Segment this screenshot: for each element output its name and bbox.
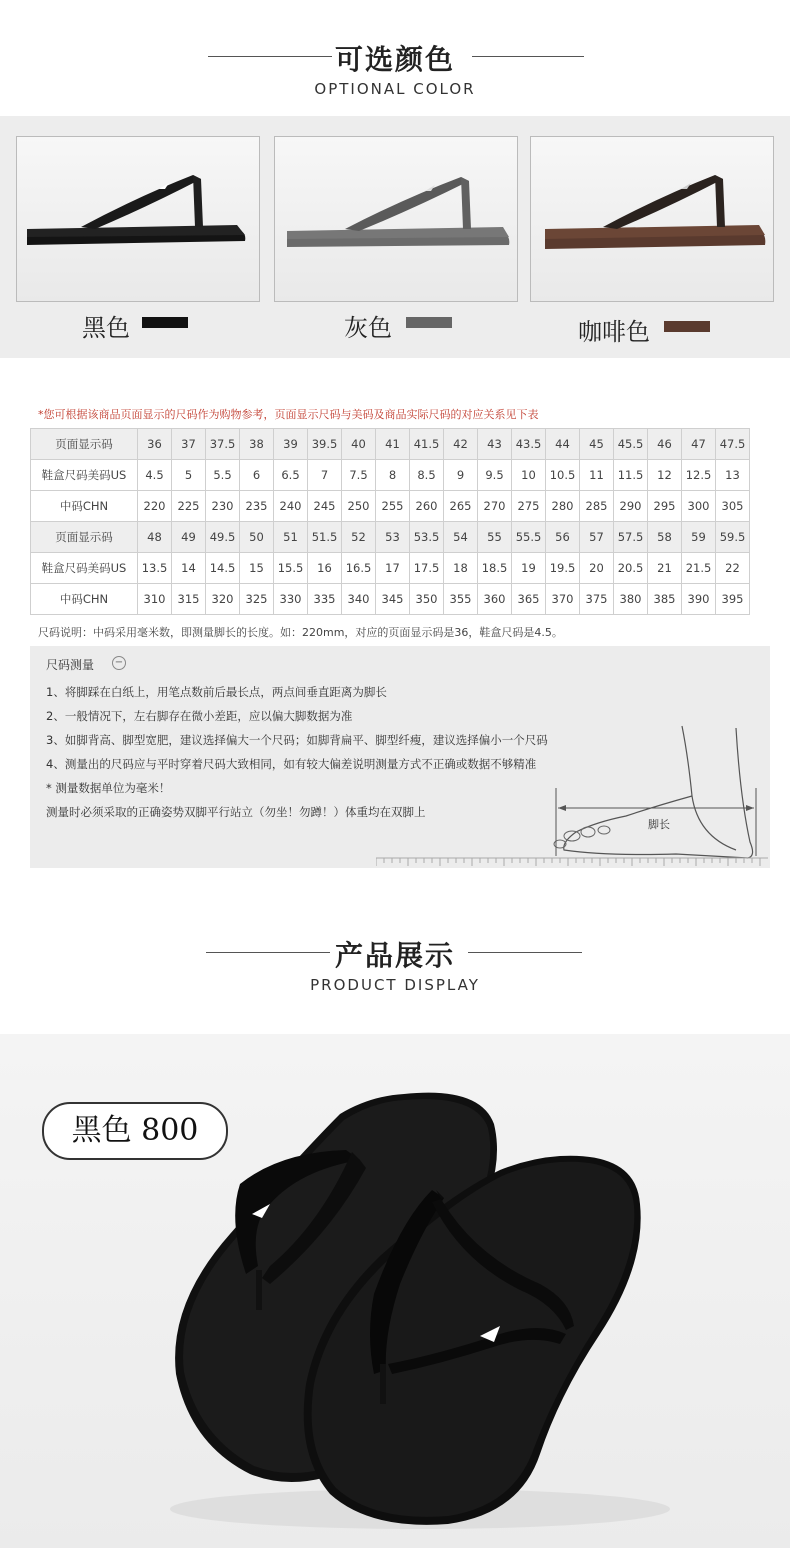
table-cell: 20 (580, 553, 614, 584)
table-cell: 255 (376, 491, 410, 522)
table-cell: 49.5 (206, 522, 240, 553)
color-bar-black (142, 317, 188, 328)
foot-diagram (376, 646, 768, 868)
table-cell: 6 (240, 460, 274, 491)
table-cell: 5.5 (206, 460, 240, 491)
table-cell: 11 (580, 460, 614, 491)
table-cell: 53 (376, 522, 410, 553)
table-cell: 270 (478, 491, 512, 522)
row-header: 中码CHN (31, 584, 138, 615)
table-cell: 52 (342, 522, 376, 553)
table-cell: 9.5 (478, 460, 512, 491)
table-cell: 44 (546, 429, 580, 460)
table-cell: 49 (172, 522, 206, 553)
size-chart-description: 尺码说明：中码采用毫米数，即测量脚长的长度。如：220mm，对应的页面显示码是36，鞋盒尺码是4.5。 (38, 626, 563, 639)
table-cell: 39 (274, 429, 308, 460)
table-cell: 15 (240, 553, 274, 584)
table-cell: 45.5 (614, 429, 648, 460)
color-option-grey[interactable] (274, 136, 518, 302)
table-row (31, 491, 750, 522)
table-cell: 385 (648, 584, 682, 615)
row-header: 鞋盒尺码美码US (31, 553, 138, 584)
table-cell: 16.5 (342, 553, 376, 584)
table-cell: 340 (342, 584, 376, 615)
table-cell: 18 (444, 553, 478, 584)
size-chart-table (30, 428, 750, 615)
table-row (31, 584, 750, 615)
table-cell: 375 (580, 584, 614, 615)
table-cell: 16 (308, 553, 342, 584)
measurement-title: 尺码测量 (46, 658, 95, 672)
table-cell: 300 (682, 491, 716, 522)
table-cell: 13.5 (138, 553, 172, 584)
table-cell: 9 (444, 460, 478, 491)
table-cell: 55 (478, 522, 512, 553)
table-cell: 235 (240, 491, 274, 522)
table-cell: 230 (206, 491, 240, 522)
table-cell: 21 (648, 553, 682, 584)
table-cell: 7 (308, 460, 342, 491)
section-title-en: PRODUCT DISPLAY (310, 976, 480, 994)
table-cell: 46 (648, 429, 682, 460)
table-cell: 5 (172, 460, 206, 491)
optional-color-header (0, 0, 790, 110)
table-cell: 290 (614, 491, 648, 522)
color-bar-coffee (664, 321, 710, 332)
table-cell: 350 (410, 584, 444, 615)
table-cell: 6.5 (274, 460, 308, 491)
table-cell: 12 (648, 460, 682, 491)
table-cell: 51 (274, 522, 308, 553)
grey-sandal-image (275, 137, 517, 301)
table-cell: 4.5 (138, 460, 172, 491)
foot-length-label: 脚长 (648, 818, 670, 831)
table-cell: 250 (342, 491, 376, 522)
collapse-icon[interactable]: − (112, 656, 126, 670)
color-option-coffee[interactable] (530, 136, 774, 302)
table-cell: 39.5 (308, 429, 342, 460)
table-cell: 280 (546, 491, 580, 522)
table-cell: 50 (240, 522, 274, 553)
table-cell: 370 (546, 584, 580, 615)
table-cell: 40 (342, 429, 376, 460)
table-cell: 57 (580, 522, 614, 553)
table-cell: 14.5 (206, 553, 240, 584)
table-cell: 325 (240, 584, 274, 615)
table-cell: 36 (138, 429, 172, 460)
color-label-black: 黑色 (82, 314, 130, 342)
table-cell: 21.5 (682, 553, 716, 584)
table-cell: 365 (512, 584, 546, 615)
table-cell: 380 (614, 584, 648, 615)
row-header: 中码CHN (31, 491, 138, 522)
color-option-black[interactable] (16, 136, 260, 302)
table-cell: 59.5 (716, 522, 750, 553)
table-cell: 47 (682, 429, 716, 460)
measurement-guide (30, 646, 770, 868)
table-cell: 275 (512, 491, 546, 522)
table-cell: 19.5 (546, 553, 580, 584)
table-cell: 285 (580, 491, 614, 522)
table-cell: 55.5 (512, 522, 546, 553)
table-cell: 10.5 (546, 460, 580, 491)
size-chart-note: *您可根据该商品页面显示的尺码作为购物参考，页面显示尺码与美码及商品实际尺码的对应关系见下表 (38, 408, 539, 421)
row-header: 页面显示码 (31, 429, 138, 460)
product-display-header (0, 900, 790, 1010)
table-cell: 240 (274, 491, 308, 522)
table-cell: 315 (172, 584, 206, 615)
table-cell: 47.5 (716, 429, 750, 460)
black-sandal-image (17, 137, 259, 301)
section-title-cn: 可选颜色 (334, 43, 455, 76)
table-cell: 265 (444, 491, 478, 522)
table-cell: 54 (444, 522, 478, 553)
table-cell: 12.5 (682, 460, 716, 491)
table-cell: 8 (376, 460, 410, 491)
table-cell: 10 (512, 460, 546, 491)
table-cell: 335 (308, 584, 342, 615)
section-title-cn: 产品展示 (334, 939, 455, 972)
table-row (31, 460, 750, 491)
measurement-step: * 测量数据单位为毫米！ (46, 781, 171, 795)
color-label-grey: 灰色 (344, 314, 392, 342)
table-cell: 11.5 (614, 460, 648, 491)
table-cell: 320 (206, 584, 240, 615)
table-cell: 45 (580, 429, 614, 460)
color-bar-grey (406, 317, 452, 328)
table-cell: 225 (172, 491, 206, 522)
table-cell: 8.5 (410, 460, 444, 491)
table-cell: 7.5 (342, 460, 376, 491)
table-cell: 345 (376, 584, 410, 615)
table-cell: 43.5 (512, 429, 546, 460)
row-header: 鞋盒尺码美码US (31, 460, 138, 491)
measurement-step: 4、测量出的尺码应与平时穿着尺码大致相同，如有较大偏差说明测量方式不正确或数据不够精准 (46, 757, 537, 771)
row-header: 页面显示码 (31, 522, 138, 553)
table-cell: 330 (274, 584, 308, 615)
measurement-step: 测量时必须采取的正确姿势双脚平行站立（勿坐！勿蹲！）体重均在双脚上 (46, 805, 426, 819)
table-cell: 58 (648, 522, 682, 553)
table-cell: 41.5 (410, 429, 444, 460)
table-cell: 59 (682, 522, 716, 553)
table-cell: 15.5 (274, 553, 308, 584)
table-cell: 53.5 (410, 522, 444, 553)
table-cell: 37.5 (206, 429, 240, 460)
coffee-sandal-image (531, 137, 773, 301)
section-title-en: OPTIONAL COLOR (314, 80, 476, 98)
measurement-step: 2、一般情况下，左右脚存在微小差距，应以偏大脚数据为准 (46, 709, 353, 723)
table-cell: 360 (478, 584, 512, 615)
table-cell: 43 (478, 429, 512, 460)
table-cell: 17 (376, 553, 410, 584)
color-model-badge: 黑色 800 (42, 1102, 228, 1160)
table-cell: 38 (240, 429, 274, 460)
table-row (31, 429, 750, 460)
table-cell: 19 (512, 553, 546, 584)
table-cell: 355 (444, 584, 478, 615)
measurement-step: 1、将脚踩在白纸上，用笔点数前后最长点，两点间垂直距离为脚长 (46, 685, 387, 699)
table-cell: 57.5 (614, 522, 648, 553)
table-cell: 41 (376, 429, 410, 460)
table-cell: 37 (172, 429, 206, 460)
table-cell: 245 (308, 491, 342, 522)
table-cell: 305 (716, 491, 750, 522)
table-cell: 51.5 (308, 522, 342, 553)
table-row (31, 522, 750, 553)
table-cell: 395 (716, 584, 750, 615)
measurement-step: 3、如脚背高、脚型宽肥，建议选择偏大一个尺码；如脚背扁平、脚型纤瘦，建议选择偏小一个尺码 (46, 733, 548, 747)
table-cell: 310 (138, 584, 172, 615)
table-cell: 390 (682, 584, 716, 615)
table-cell: 56 (546, 522, 580, 553)
table-cell: 18.5 (478, 553, 512, 584)
table-cell: 14 (172, 553, 206, 584)
table-row (31, 553, 750, 584)
table-cell: 260 (410, 491, 444, 522)
table-cell: 22 (716, 553, 750, 584)
table-cell: 20.5 (614, 553, 648, 584)
table-cell: 220 (138, 491, 172, 522)
table-cell: 17.5 (410, 553, 444, 584)
color-label-coffee: 咖啡色 (578, 318, 650, 346)
table-cell: 42 (444, 429, 478, 460)
table-cell: 295 (648, 491, 682, 522)
table-cell: 13 (716, 460, 750, 491)
table-cell: 48 (138, 522, 172, 553)
